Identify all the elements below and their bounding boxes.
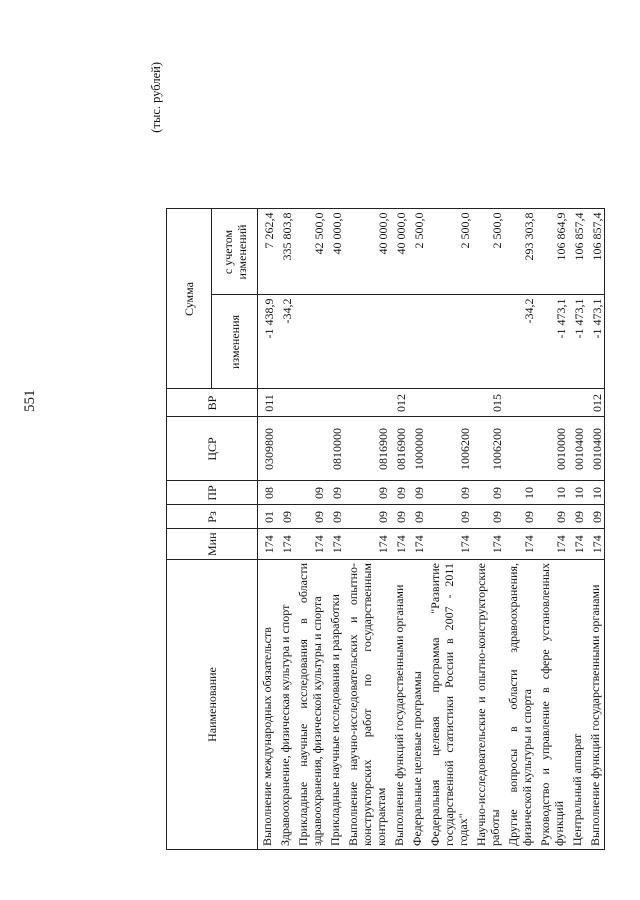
- row-rz: 01: [258, 505, 277, 529]
- row-with-changes: 42 500,0: [294, 209, 326, 295]
- row-changes: [294, 295, 326, 389]
- budget-table: [166, 208, 605, 850]
- row-pr: [276, 481, 294, 505]
- row-name: Другие вопросы в области здравоохранения, физической культуры и спорта: [504, 560, 536, 850]
- table-row: [426, 209, 472, 850]
- row-name: Выполнение международных обязательств: [258, 560, 277, 850]
- row-name: Центральный аппарат: [568, 560, 586, 850]
- row-with-changes: 40 000,0: [390, 209, 408, 295]
- header-pr: ПР: [167, 481, 258, 505]
- row-name: Федеральная целевая программа "Развитие государственной статистики России в 2007 - 2011 годах": [426, 560, 472, 850]
- row-min: 174: [568, 529, 586, 560]
- row-min: 174: [408, 529, 426, 560]
- row-changes: [426, 295, 472, 389]
- row-min: 174: [258, 529, 277, 560]
- page-number: 551: [22, 389, 38, 412]
- row-changes: [326, 295, 344, 389]
- header-summa: Сумма: [167, 209, 212, 389]
- row-name: Выполнение функций государственными органами: [390, 560, 408, 850]
- row-rz: 09: [344, 505, 390, 529]
- row-name: Федеральные целевые программы: [408, 560, 426, 850]
- row-with-changes: 293 303,8: [504, 209, 536, 295]
- row-changes: -1 473,1: [586, 295, 605, 389]
- table-row: [294, 209, 326, 850]
- row-csr: 0816900: [344, 417, 390, 481]
- row-with-changes: 2 500,0: [472, 209, 504, 295]
- header-csr: ЦСР: [167, 417, 258, 481]
- row-with-changes: 106 864,9: [536, 209, 568, 295]
- row-pr: 10: [586, 481, 605, 505]
- row-rz: 09: [586, 505, 605, 529]
- row-name: Руководство и управление в сфере установленных функций: [536, 560, 568, 850]
- row-csr: [276, 417, 294, 481]
- table-row: [408, 209, 426, 850]
- table-row: [586, 209, 605, 850]
- row-vr: 011: [258, 389, 277, 417]
- table-row: [390, 209, 408, 850]
- row-min: 174: [504, 529, 536, 560]
- row-vr: 012: [390, 389, 408, 417]
- table-row: [258, 209, 277, 850]
- row-rz: 09: [504, 505, 536, 529]
- row-min: 174: [536, 529, 568, 560]
- row-pr: 10: [536, 481, 568, 505]
- units-label: (тыс. рублей): [149, 62, 163, 133]
- row-vr: [426, 389, 472, 417]
- row-changes: [408, 295, 426, 389]
- row-csr: [504, 417, 536, 481]
- row-rz: 09: [426, 505, 472, 529]
- header-with-changes: с учетом изменений: [212, 209, 258, 295]
- row-min: 174: [586, 529, 605, 560]
- row-rz: 09: [408, 505, 426, 529]
- row-rz: 09: [568, 505, 586, 529]
- table-row: [276, 209, 294, 850]
- row-name: Выполнение функций государственными органами: [586, 560, 605, 850]
- row-rz: 09: [276, 505, 294, 529]
- row-pr: 10: [568, 481, 586, 505]
- header-vr: ВР: [167, 389, 258, 417]
- row-pr: 09: [294, 481, 326, 505]
- row-csr: [294, 417, 326, 481]
- header-rz: Рз: [167, 505, 258, 529]
- row-name: Выполнение научно-исследовательских и опытно-конструкторских работ по государственным контрактам: [344, 560, 390, 850]
- table-row: [326, 209, 344, 850]
- row-csr: 0816900: [390, 417, 408, 481]
- row-csr: 0309800: [258, 417, 277, 481]
- row-vr: [568, 389, 586, 417]
- row-with-changes: 2 500,0: [408, 209, 426, 295]
- table-row: [504, 209, 536, 850]
- row-vr: 012: [586, 389, 605, 417]
- row-vr: 015: [472, 389, 504, 417]
- header-changes: изменения: [212, 295, 258, 389]
- row-name: Научно-исследовательские и опытно-конструкторские работы: [472, 560, 504, 850]
- row-csr: 1006200: [426, 417, 472, 481]
- row-pr: 10: [504, 481, 536, 505]
- row-pr: 09: [390, 481, 408, 505]
- row-min: 174: [294, 529, 326, 560]
- row-pr: 09: [408, 481, 426, 505]
- table-row: [472, 209, 504, 850]
- table-row: [536, 209, 568, 850]
- row-with-changes: 106 857,4: [568, 209, 586, 295]
- row-vr: [504, 389, 536, 417]
- row-with-changes: 40 000,0: [344, 209, 390, 295]
- table-row: [568, 209, 586, 850]
- row-rz: 09: [326, 505, 344, 529]
- row-csr: 0010400: [586, 417, 605, 481]
- row-rz: 09: [536, 505, 568, 529]
- row-with-changes: 7 262,4: [258, 209, 277, 295]
- row-min: 174: [326, 529, 344, 560]
- row-changes: -1 473,1: [536, 295, 568, 389]
- row-rz: 09: [472, 505, 504, 529]
- row-vr: [294, 389, 326, 417]
- row-min: 174: [426, 529, 472, 560]
- row-csr: 1000000: [408, 417, 426, 481]
- row-with-changes: 335 803,8: [276, 209, 294, 295]
- row-csr: 0010400: [568, 417, 586, 481]
- row-pr: 09: [344, 481, 390, 505]
- row-changes: [390, 295, 408, 389]
- row-vr: [536, 389, 568, 417]
- table-body: [258, 209, 605, 850]
- row-pr: 09: [472, 481, 504, 505]
- row-changes: [472, 295, 504, 389]
- row-name: Прикладные научные исследования в области здравоохранения, физической культуры и спорта: [294, 560, 326, 850]
- row-with-changes: 2 500,0: [426, 209, 472, 295]
- row-pr: 09: [326, 481, 344, 505]
- row-csr: 1006200: [472, 417, 504, 481]
- row-rz: 09: [294, 505, 326, 529]
- row-pr: 09: [426, 481, 472, 505]
- row-name: Прикладные научные исследования и разработки: [326, 560, 344, 850]
- rotated-document: [146, 60, 606, 850]
- row-csr: 0010000: [536, 417, 568, 481]
- row-vr: [326, 389, 344, 417]
- row-pr: 08: [258, 481, 277, 505]
- row-vr: [408, 389, 426, 417]
- row-min: 174: [276, 529, 294, 560]
- row-changes: -34,2: [276, 295, 294, 389]
- row-changes: -34,2: [504, 295, 536, 389]
- row-min: 174: [472, 529, 504, 560]
- row-rz: 09: [390, 505, 408, 529]
- row-changes: -1 438,9: [258, 295, 277, 389]
- row-changes: -1 473,1: [568, 295, 586, 389]
- table-row: [344, 209, 390, 850]
- row-with-changes: 106 857,4: [586, 209, 605, 295]
- row-min: 174: [390, 529, 408, 560]
- row-csr: 0810000: [326, 417, 344, 481]
- row-min: 174: [344, 529, 390, 560]
- header-min: Мин: [167, 529, 258, 560]
- row-changes: [344, 295, 390, 389]
- row-vr: [344, 389, 390, 417]
- row-vr: [276, 389, 294, 417]
- row-name: Здравоохранение, физическая культура и спорт: [276, 560, 294, 850]
- table-header: [167, 209, 258, 850]
- row-with-changes: 40 000,0: [326, 209, 344, 295]
- header-name: Наименование: [167, 560, 258, 850]
